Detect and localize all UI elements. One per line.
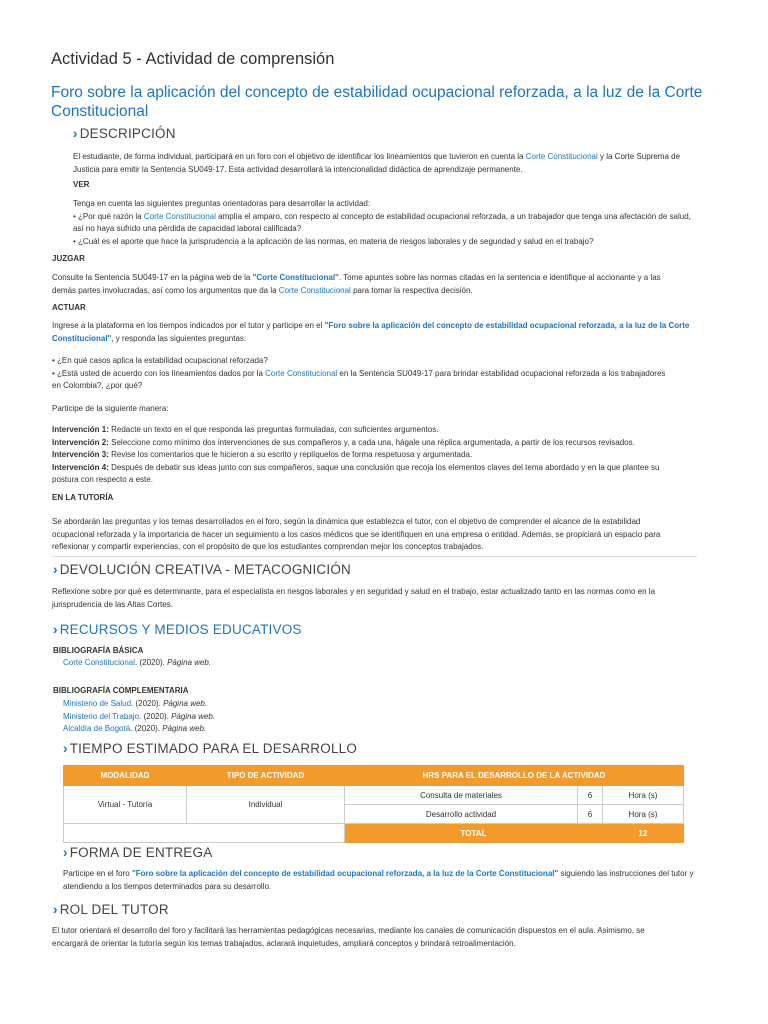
col-tipo: TIPO DE ACTIVIDAD — [187, 766, 345, 786]
text: amplía el amparo, con respecto al concepto de estabilidad ocupacional reforzada, a un trabajador que tenga una afectación de salud, — [215, 211, 691, 221]
text: atendiendo a los tiempos determinados para su desarrollo. — [63, 881, 272, 891]
text: • ¿Por qué razón la — [73, 211, 144, 221]
text: encargará de orientar la tutoría según los temas trabajados, aclarará inquietudes, ampliará conceptos y brindará retroalimentación. — [52, 938, 516, 948]
col-modalidad: MODALIDAD — [64, 766, 187, 786]
bibliografia-basica-item — [63, 657, 211, 670]
label-actuar: ACTUAR — [52, 303, 86, 312]
section-tiempo — [63, 741, 357, 756]
interventions-list — [52, 424, 712, 487]
text: y la Corte Suprema de — [597, 152, 681, 161]
cell-modalidad: Virtual - Tutoría — [64, 786, 187, 824]
text: , y responda las siguientes preguntas: — [111, 333, 247, 343]
section-recursos — [53, 622, 302, 637]
link-foro[interactable]: Constitucional" — [52, 333, 112, 343]
intervention-label: Intervención 3: — [52, 450, 109, 459]
text: Participe en el foro — [63, 869, 132, 878]
text: para tomar la respectiva decisión. — [350, 285, 473, 295]
text: . (2020). — [135, 658, 168, 667]
section-heading: RECURSOS Y MEDIOS EDUCATIVOS — [59, 622, 302, 637]
text: . (2020). — [131, 699, 164, 708]
table-row — [64, 786, 684, 805]
tutoria-block — [52, 516, 712, 554]
intervention-label: Intervención 4: — [52, 462, 109, 472]
actuar-questions — [52, 355, 712, 393]
link-corte-constitucional[interactable]: Corte Constitucional — [63, 658, 136, 667]
text: siguiendo las instrucciones del tutor y — [558, 869, 694, 878]
forum-title: Foro sobre la aplicación del concepto de estabilidad ocupacional reforzada, a la luz de la Corte Constitucional — [51, 84, 703, 120]
text: demás partes involucradas, así como los argumentos que da la — [52, 285, 279, 295]
link-foro[interactable]: "Foro sobre la aplicación del concepto de estabilidad ocupacional reforzada, a la luz de la Corte — [324, 321, 690, 330]
intervention-label: Intervención 1: — [52, 425, 109, 434]
text: • ¿En qué casos aplica la estabilidad ocupacional reforzada? — [52, 356, 268, 365]
text: en Colombia?, ¿por qué? — [52, 381, 143, 390]
section-heading: DEVOLUCIÓN CREATIVA - METACOGNICIÓN — [59, 562, 351, 577]
table-header-row — [64, 766, 684, 786]
intervention-text: postura con respecto a este. — [52, 475, 153, 484]
link-ministerio-trabajo[interactable]: Ministerio del Trabajo — [63, 711, 140, 721]
cell-tipo: Individual — [187, 786, 345, 824]
text: . Tome apuntes sobre las normas citadas en la sentencia e identifique al accionante y a las — [338, 273, 661, 282]
link-corte-constitucional[interactable]: Corte Constitucional — [265, 368, 338, 378]
link-corte-constitucional[interactable]: Corte Constitucional — [143, 211, 216, 221]
text: El tutor orientará el desarrollo del foro y facilitará las herramientas pedagógicas necesarias, mediante los canales de comunicación dispuestos en el aula. Asimismo, se — [52, 926, 645, 935]
label-juzgar: JUZGAR — [52, 254, 85, 263]
ver-block — [73, 198, 713, 248]
text: El estudiante, de forma individual, participará en un foro con el objetivo de identificar los lineamientos que tuvieron en cuenta la — [73, 152, 526, 161]
cell-activity: Desarrollo actividad — [345, 805, 578, 824]
cell-empty — [64, 824, 345, 843]
link-alcaldia-bogota[interactable]: Alcaldía de Bogotá — [63, 724, 131, 733]
cell-total-value: 12 — [603, 824, 684, 843]
label-ver: VER — [73, 180, 90, 189]
text: Justicia para emitir la Sentencia SU049-17. Esta actividad desarrollará la intencionalidad didáctica de aprendizaje permanente. — [73, 164, 523, 174]
chevron-right-icon: › — [63, 845, 68, 860]
text: Página web. — [163, 699, 208, 708]
intervention-label: Intervención 2: — [52, 437, 109, 447]
devolucion-text — [52, 586, 712, 611]
chevron-right-icon: › — [63, 741, 68, 756]
section-heading: FORMA DE ENTREGA — [69, 845, 213, 860]
rol-text — [52, 925, 712, 950]
chevron-right-icon: › — [73, 126, 78, 141]
descripcion-intro — [73, 151, 713, 176]
link-corte-constitucional[interactable]: Corte Constitucional — [525, 152, 598, 161]
divider — [51, 556, 697, 557]
activity-title: Actividad 5 - Actividad de comprensión — [51, 50, 335, 68]
section-heading: DESCRIPCIÓN — [79, 126, 176, 141]
text: Página web. — [167, 658, 212, 667]
intervention-text: Redacte un texto en el que responda las preguntas formuladas, con suficientes argumentos. — [108, 425, 439, 434]
text: reflexionar y compartir experiencias, con el propósito de que los estudiantes comprendan mejor los conceptos trabajados. — [52, 542, 484, 551]
cell-activity: Consulta de materiales — [345, 786, 578, 805]
section-devolucion — [53, 562, 351, 577]
label-tutoria: EN LA TUTORÍA — [52, 493, 114, 502]
text: • ¿Cuál es el aporte que hace la jurisprudencia a la aplicación de las normas, en materia de riesgos laborales y de seguridad y salud en el trabajo? — [73, 236, 594, 246]
participe-text: Participe de la siguiente manera: — [52, 404, 169, 413]
text: Ingrese a la plataforma en los tiempos indicados por el tutor y participe en el — [52, 321, 325, 330]
label-bibliografia-basica: BIBLIOGRAFÍA BÁSICA — [53, 646, 144, 655]
cell-total-label: TOTAL — [345, 824, 603, 843]
text: jurisprudencia de las Altas Cortes. — [52, 599, 173, 609]
text: Consulte la Sentencia SU049-17 en la página web de la — [52, 273, 253, 282]
link-ministerio-salud[interactable]: Ministerio de Salud — [63, 699, 132, 708]
cell-unit: Hora (s) — [603, 786, 684, 805]
bibliografia-complementaria-list — [63, 698, 215, 736]
chevron-right-icon: › — [53, 562, 58, 577]
text: . (2020). — [139, 711, 172, 721]
section-descripcion — [73, 126, 176, 141]
text: Reflexione sobre por qué es determinante, para el especialista en riesgos laborales y en seguridad y salud en el trabajo, estar actualizado tanto en las normas como en la — [52, 587, 656, 596]
actuar-block — [52, 320, 712, 345]
label-bibliografia-complementaria: BIBLIOGRAFÍA COMPLEMENTARIA — [53, 686, 189, 695]
text: Tenga en cuenta las siguientes preguntas orientadoras para desarrollar la actividad: — [73, 199, 371, 208]
section-heading: ROL DEL TUTOR — [59, 902, 169, 917]
section-rol — [53, 902, 169, 917]
text: Se abordarán las preguntas y los temas desarrollados en el foro, según la dinámica que establezca el tutor, con el objetivo de comprender el alcance de la estabilidad — [52, 517, 641, 526]
link-corte-constitucional[interactable]: Corte Constitucional — [278, 285, 351, 295]
text: Página web. — [171, 711, 216, 721]
cell-hours: 6 — [578, 786, 603, 805]
text: • ¿Está usted de acuerdo con los lineamientos dados por la — [52, 368, 266, 378]
chevron-right-icon: › — [53, 622, 58, 637]
text: así no haya sufrido una pérdida de capacidad laboral calificada? — [73, 224, 302, 233]
entrega-text — [63, 868, 703, 893]
chevron-right-icon: › — [53, 902, 58, 917]
col-hrs: HRS PARA EL DESARROLLO DE LA ACTIVIDAD — [345, 766, 684, 786]
tiempo-table — [63, 765, 684, 843]
text: en la Sentencia SU049-17 para brindar estabilidad ocupacional reforzada a los trabajadores — [337, 368, 666, 378]
link-foro[interactable]: "Foro sobre la aplicación del concepto de estabilidad ocupacional reforzada, a la luz de la Corte Constitucional" — [131, 869, 559, 878]
cell-hours: 6 — [578, 805, 603, 824]
juzgar-block — [52, 272, 712, 297]
table-total-row — [64, 824, 684, 843]
text: . (2020). — [130, 724, 163, 733]
text: ocupacional reforzada y la importancia de hacer un seguimiento a los casos médicos que se identifiquen en una empresa o entidad. Además, se propiciará un espacio para — [52, 529, 661, 539]
text: Página web. — [162, 724, 207, 733]
intervention-text: Revise los comentarios que le hicieron a su escrito y replíquelos de forma respetuosa y argumentada. — [108, 450, 473, 459]
intervention-text: Seleccione como mínimo dos intervenciones de sus compañeros y, a cada una, hágale una réplica argumentada, a partir de los recursos revisados. — [108, 437, 635, 447]
link-corte-constitucional[interactable]: "Corte Constitucional" — [252, 273, 339, 282]
intervention-text: Después de debatir sus ideas junto con sus compañeros, saque una conclusión que recoja los elementos claves del tema abordado y en la que plantee su — [108, 462, 660, 472]
section-heading: TIEMPO ESTIMADO PARA EL DESARROLLO — [69, 741, 358, 756]
section-entrega — [63, 845, 212, 860]
cell-unit: Hora (s) — [603, 805, 684, 824]
